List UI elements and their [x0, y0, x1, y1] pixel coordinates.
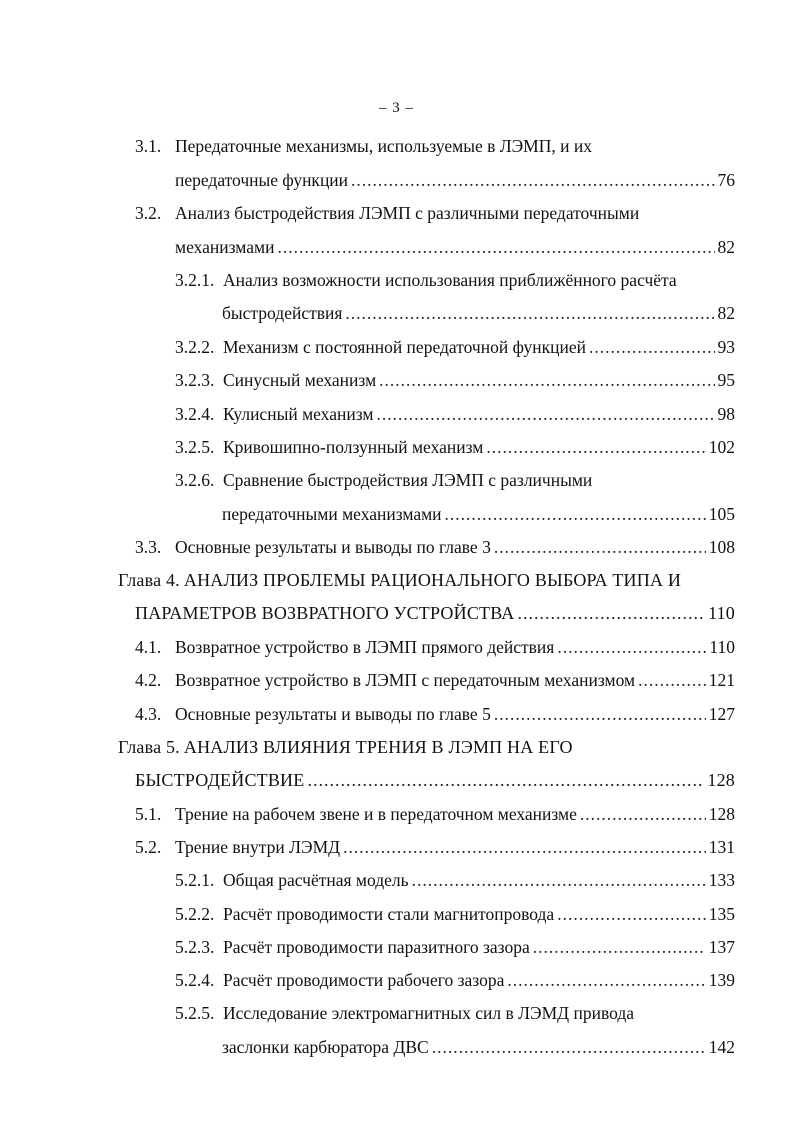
toc-entry-3-2-4[interactable] — [175, 401, 735, 427]
dot-leader — [379, 367, 714, 393]
toc-chapter-title-cont: БЫСТРОДЕЙСТВИЕ — [135, 770, 305, 790]
dot-leader — [518, 600, 706, 626]
toc-entry-title: Кулисный механизм — [223, 404, 374, 424]
toc-entry-5-2-1[interactable] — [175, 867, 735, 893]
toc-entry-4-1[interactable] — [135, 634, 735, 660]
toc-entry-number: 4.3. — [135, 704, 162, 724]
toc-chapter-title: АНАЛИЗ ВЛИЯНИЯ ТРЕНИЯ В ЛЭМП НА ЕГО — [183, 737, 573, 757]
toc-entry-5-2-3[interactable] — [175, 934, 735, 960]
toc-entry-title-cont: передаточными механизмами — [222, 504, 442, 524]
toc-entry-page: 95 — [717, 370, 735, 390]
toc-entry-3-1-cont[interactable] — [175, 167, 735, 193]
toc-chapter-title-cont: ПАРАМЕТРОВ ВОЗВРАТНОГО УСТРОЙСТВА — [135, 603, 515, 623]
toc-entry-title: Механизм с постоянной передаточной функцией — [223, 337, 586, 357]
toc-entry-3-2-1-cont[interactable] — [222, 300, 735, 326]
toc-entry-page: 139 — [708, 970, 735, 990]
toc-entry-number: 5.2.3. — [175, 937, 215, 957]
dot-leader — [638, 667, 706, 693]
toc-entry-title: Анализ возможности использования приближённого расчёта — [223, 270, 677, 290]
toc-entry-5-2-2[interactable] — [175, 901, 735, 927]
toc-entry-4-3[interactable] — [135, 701, 735, 727]
dot-leader — [307, 767, 704, 793]
toc-entry-page: 98 — [717, 404, 735, 424]
toc-chapter-5-cont[interactable] — [135, 767, 735, 793]
toc-entry-number: 5.2.1. — [175, 870, 215, 890]
toc-entry-3-3[interactable] — [135, 534, 735, 560]
toc-entry-page: 108 — [708, 537, 735, 557]
toc-entry-title: Исследование электромагнитных сил в ЛЭМД привода — [223, 1003, 635, 1023]
toc-chapter-number: Глава 5. — [118, 737, 180, 757]
toc-entry-number: 3.2.4. — [175, 404, 215, 424]
toc-entry-4-2[interactable] — [135, 667, 735, 693]
toc-entry-number: 5.2.5. — [175, 1003, 215, 1023]
dot-leader — [376, 401, 714, 427]
toc-entry-number: 3.3. — [135, 537, 162, 557]
toc-entry-page: 121 — [708, 670, 735, 690]
toc-entry-3-2-cont[interactable] — [175, 234, 735, 260]
page-number: – 3 – — [379, 100, 414, 116]
toc-entry-3-2-5[interactable] — [175, 434, 735, 460]
toc-entry-title: Возвратное устройство в ЛЭМП с передаточным механизмом — [175, 670, 636, 690]
toc-entry-title: Расчёт проводимости паразитного зазора — [223, 937, 530, 957]
toc-entry-number: 5.1. — [135, 804, 162, 824]
dot-leader — [580, 801, 706, 827]
toc-entry-number: 3.2. — [135, 203, 162, 223]
toc-entry-page: 110 — [709, 637, 735, 657]
toc-entry-page: 128 — [708, 804, 735, 824]
toc-entry-number: 3.2.5. — [175, 437, 215, 457]
toc-entry-title: Анализ быстродействия ЛЭМП с различными передаточными — [175, 203, 640, 223]
toc-chapter-4-cont[interactable] — [135, 600, 735, 626]
toc-entry-title: Передаточные механизмы, используемые в ЛЭМП, и их — [175, 136, 592, 156]
dot-leader — [557, 901, 706, 927]
toc-entry-title: Основные результаты и выводы по главе 3 — [175, 537, 491, 557]
toc-entry-5-2[interactable] — [135, 834, 735, 860]
toc-entry-page: 82 — [717, 303, 735, 323]
toc-entry-number: 3.1. — [135, 136, 162, 156]
toc-entry-title: Возвратное устройство в ЛЭМП прямого действия — [175, 637, 555, 657]
toc-entry-page: 133 — [708, 870, 735, 890]
toc-entry-page: 110 — [708, 603, 735, 623]
dot-leader — [494, 534, 706, 560]
toc-entry-page: 105 — [708, 504, 735, 524]
dot-leader — [589, 334, 715, 360]
toc-entry-title-cont: механизмами — [175, 237, 275, 257]
toc-entry-5-1[interactable] — [135, 801, 735, 827]
toc-entry-number: 3.2.6. — [175, 470, 215, 490]
toc-entry-page: 76 — [717, 170, 735, 190]
dot-leader — [445, 501, 706, 527]
dot-leader — [507, 967, 705, 993]
toc-chapter-5[interactable] — [118, 734, 573, 760]
toc-entry-number: 4.2. — [135, 670, 162, 690]
dot-leader — [557, 634, 706, 660]
toc-entry-5-2-4[interactable] — [175, 967, 735, 993]
toc-entry-title: Расчёт проводимости стали магнитопровода — [223, 904, 555, 924]
toc-entry-title-cont: быстродействия — [222, 303, 343, 323]
toc-entry-page: 102 — [708, 437, 735, 457]
toc-entry-page: 142 — [708, 1037, 735, 1057]
dot-leader — [412, 867, 706, 893]
toc-chapter-title: АНАЛИЗ ПРОБЛЕМЫ РАЦИОНАЛЬНОГО ВЫБОРА ТИПА И — [183, 570, 682, 590]
toc-entry-title: Расчёт проводимости рабочего зазора — [223, 970, 505, 990]
dot-leader — [345, 300, 714, 326]
toc-entry-3-2-6[interactable] — [175, 467, 592, 493]
toc-chapter-4[interactable] — [118, 567, 681, 593]
toc-entry-number: 3.2.3. — [175, 370, 215, 390]
toc-entry-page: 135 — [708, 904, 735, 924]
toc-entry-page: 93 — [717, 337, 735, 357]
toc-entry-title: Синусный механизм — [223, 370, 377, 390]
toc-entry-5-2-5[interactable] — [175, 1000, 634, 1026]
dot-leader — [432, 1034, 706, 1060]
toc-entry-title: Трение внутри ЛЭМД — [175, 837, 341, 857]
toc-entry-title: Кривошипно-ползунный механизм — [223, 437, 484, 457]
toc-entry-number: 4.1. — [135, 637, 162, 657]
toc-entry-title: Трение на рабочем звене и в передаточном механизме — [175, 804, 577, 824]
toc-entry-3-2-1[interactable] — [175, 267, 677, 293]
toc-entry-number: 5.2.2. — [175, 904, 215, 924]
dot-leader — [486, 434, 705, 460]
toc-entry-number: 3.2.1. — [175, 270, 215, 290]
toc-entry-page: 127 — [708, 704, 735, 724]
toc-entry-5-2-5-cont[interactable] — [222, 1034, 735, 1060]
toc-entry-page: 137 — [708, 937, 735, 957]
toc-entry-title-cont: заслонки карбюратора ДВС — [222, 1037, 429, 1057]
toc-entry-3-2-6-cont[interactable] — [222, 501, 735, 527]
toc-entry-3-1[interactable] — [135, 133, 592, 159]
toc-entry-number: 5.2. — [135, 837, 162, 857]
toc-entry-title: Общая расчётная модель — [223, 870, 409, 890]
toc-entry-page: 128 — [707, 770, 735, 790]
dot-leader — [494, 701, 706, 727]
toc-entry-number: 3.2.2. — [175, 337, 215, 357]
toc-chapter-number: Глава 4. — [118, 570, 180, 590]
dot-leader — [277, 234, 714, 260]
toc-entry-page: 131 — [708, 837, 735, 857]
toc-entry-number: 5.2.4. — [175, 970, 215, 990]
dot-leader — [343, 834, 706, 860]
toc-entry-title: Основные результаты и выводы по главе 5 — [175, 704, 491, 724]
toc-entry-title-cont: передаточные функции — [175, 170, 349, 190]
dot-leader — [533, 934, 706, 960]
toc-entry-3-2-3[interactable] — [175, 367, 735, 393]
toc-entry-page: 82 — [717, 237, 735, 257]
toc-entry-3-2-2[interactable] — [175, 334, 735, 360]
dot-leader — [351, 167, 714, 193]
toc-entry-title: Сравнение быстродействия ЛЭМП с различными — [223, 470, 593, 490]
toc-entry-3-2[interactable] — [135, 200, 639, 226]
